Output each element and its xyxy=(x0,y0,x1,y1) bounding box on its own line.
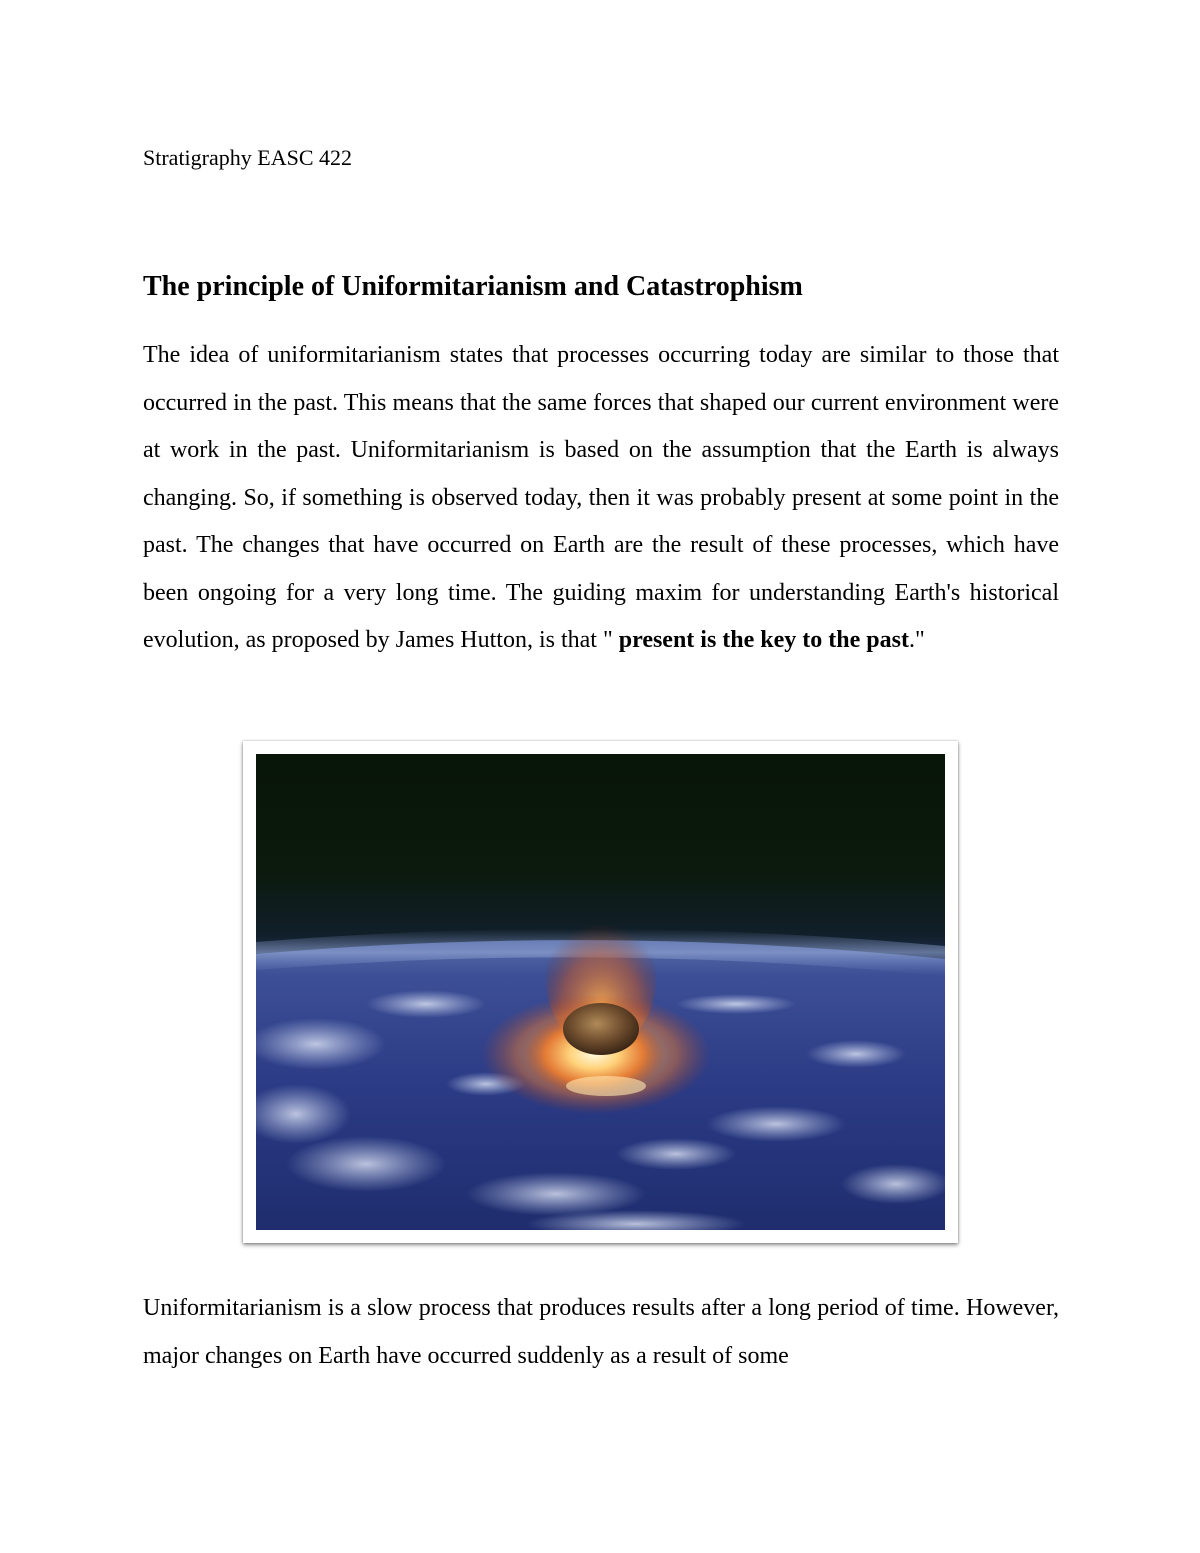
asteroid-impact-image xyxy=(256,754,945,1230)
paragraph-text-end: ." xyxy=(908,627,925,653)
document-title: The principle of Uniformitarianism and Catastrophism xyxy=(143,271,803,302)
paragraph-uniformitarianism-intro xyxy=(143,332,1059,665)
hutton-maxim-emphasis: present is the key to the past xyxy=(618,627,909,653)
paragraph-slow-process: Uniformitarianism is a slow process that produces results after a long period of time. However, major changes on Earth have occurred suddenly as a result of some xyxy=(143,1295,1059,1369)
figure-frame xyxy=(243,741,958,1243)
course-header: Stratigraphy EASC 422 xyxy=(143,145,352,170)
paragraph-text: The idea of uniformitarianism states that processes occurring today are similar to those that occurred in the past. This means that the same forces that shaped our current environment were at work in the past. Uniformitarianism is based on the assumption that the Earth is always changing. So, if something is observed today, then it was probably present at some point in the past. The changes that have occurred on Earth are the result of these processes, which have been ongoing for a very long time. The guiding maxim for understanding Earth's historical evolution, as proposed by James Hutton, is that " xyxy=(143,342,1059,653)
